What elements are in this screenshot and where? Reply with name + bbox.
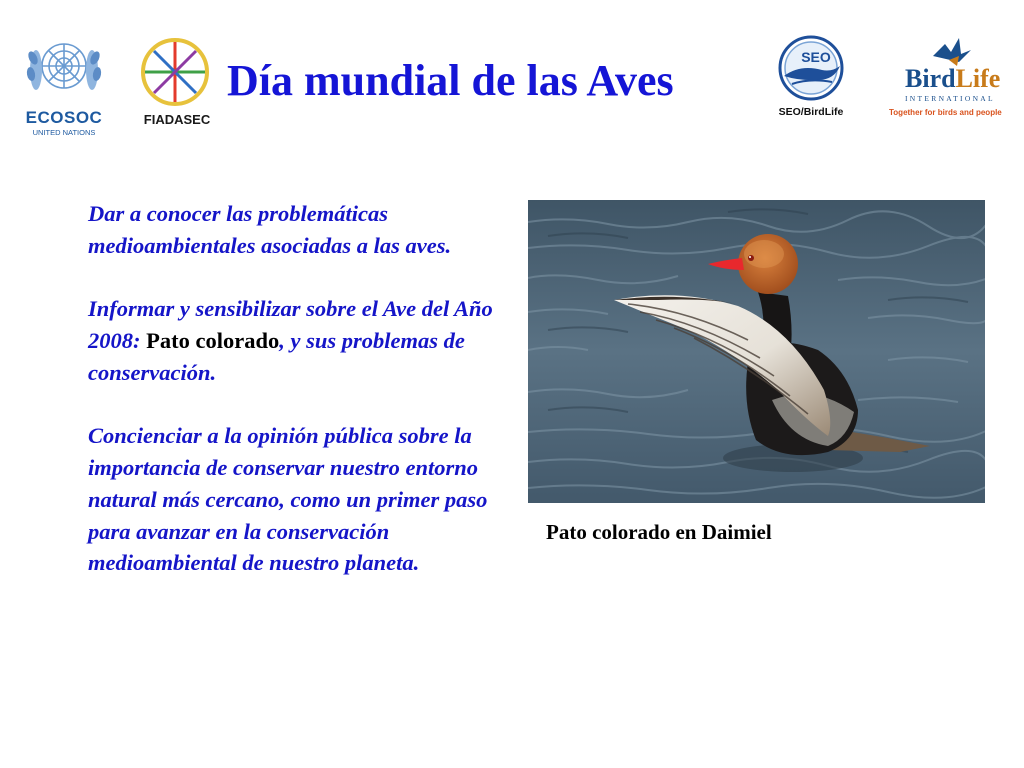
photo-caption: Pato colorado en Daimiel (546, 520, 772, 544)
ecosoc-logo-name: ECOSOC (25, 108, 103, 127)
bullet-bird-of-year (88, 293, 528, 389)
birdlife-wordmark (905, 64, 1000, 94)
bullet-list (88, 198, 528, 610)
bullet-public-opinion: Concienciar a la opinión pública sobre la importancia de conservar nuestro entorno natural más cercano, como un primer paso para avanzar en la conservación medioambiental de nuestro planeta. (88, 422, 488, 576)
birdlife-logo (885, 34, 1017, 124)
birdlife-word-bird: Bird (905, 64, 956, 93)
seo-emblem-text: SEO (801, 49, 831, 65)
duck-photo (528, 200, 985, 503)
ecosoc-logo-subtitle: UNITED NATIONS (32, 128, 96, 137)
fiadasec-logo-name: FIADASEC (143, 112, 211, 127)
ecosoc-logo (18, 30, 110, 145)
bullet-bird-of-year-intro: Informar y sensibilizar sobre el Ave del Año 2008: (88, 295, 493, 353)
seo-birdlife-logo (770, 34, 852, 124)
birdlife-subtitle: INTERNATIONAL (905, 94, 995, 103)
seo-bird-emblem-icon (770, 34, 852, 104)
un-emblem-icon (18, 30, 110, 108)
bullet-awareness: Dar a conocer las problemáticas medioambientales asociadas a las aves. (88, 201, 452, 258)
red-crested-pochard-image (528, 200, 985, 503)
bird-of-year-name: Pato colorado (146, 327, 280, 353)
birdlife-tagline: Together for birds and people (889, 108, 1002, 117)
fiadasec-logo (132, 32, 222, 132)
fiadasec-wheel-icon (132, 32, 222, 110)
birdlife-word-life: Life (955, 64, 1001, 93)
bullet-bird-of-year-outro: , y sus problemas de conservación. (88, 327, 465, 385)
seo-logo-name: SEO/BirdLife (778, 106, 844, 118)
page-title: Día mundial de las Aves (227, 56, 674, 105)
